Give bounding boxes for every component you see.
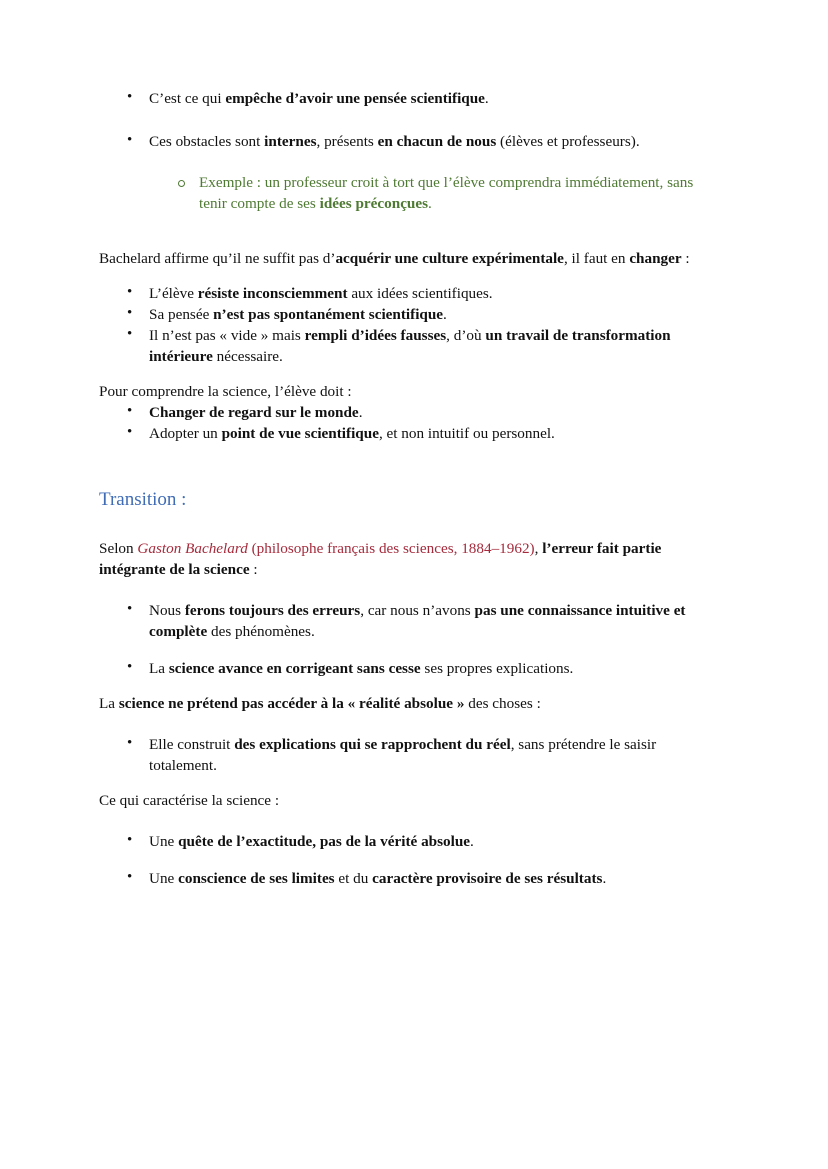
list-item [99, 131, 719, 152]
changer-0-bold-1: résiste inconsciemment [197, 285, 348, 302]
list-item [99, 304, 719, 325]
erreur-1-lead: La [149, 660, 169, 677]
erreur-0-bold-1: ferons toujours des erreurs [184, 602, 361, 619]
example-lead: Exemple : un professeur croit à tort que l’élève comprendra immédiatement, sans tenir compte de ses [199, 174, 694, 212]
paragraph-selon [99, 538, 719, 580]
list-item [99, 658, 719, 679]
caracterise-1-lead: Une [149, 870, 179, 887]
caracterise-0-tail: . [470, 833, 474, 850]
changer-2-bold-1: rempli d’idées fausses [304, 327, 447, 344]
changer-0-tail: aux idées scientifiques. [347, 285, 493, 302]
spacer [99, 214, 719, 248]
erreur-0-bold-2: pas une connaissance intuitive et complète [149, 602, 686, 640]
caracterise-1-bold-1: conscience de ses limites [178, 870, 335, 887]
spacer [99, 444, 719, 488]
changer-1-tail: . [443, 306, 447, 323]
transition-heading: Transition : [99, 489, 187, 510]
list-realite [99, 734, 719, 776]
list-item [99, 88, 719, 109]
spacer [99, 679, 719, 693]
changer-1-lead: Sa pensée [149, 306, 214, 323]
spacer [99, 580, 719, 600]
realite-0-tail: , sans prétendre le saisir totalement. [149, 736, 657, 774]
caracterise-0-lead: Une [149, 833, 179, 850]
comprendre-0-tail: . [358, 404, 363, 421]
changer-0-lead: L’élève [149, 285, 198, 302]
spacer [99, 152, 719, 172]
para-bachelard-tail: : [681, 250, 690, 267]
realite-0-lead: Elle construit [149, 736, 235, 753]
document-content [99, 88, 719, 889]
citation-author: Gaston Bachelard [137, 540, 248, 557]
intro-bullet-list [99, 88, 719, 152]
example-tail: . [428, 195, 432, 212]
selon-mid: , [534, 540, 543, 557]
spacer [99, 367, 719, 381]
example-bold: idées préconçues [319, 195, 429, 212]
erreur-0-mid: , car nous n’avons [360, 602, 475, 619]
erreur-1-tail: ses propres explications. [420, 660, 574, 677]
list-changer [99, 283, 719, 367]
list-item [99, 283, 719, 304]
comprendre-0-bold-1: Changer de regard sur le monde [149, 404, 359, 421]
list-caracterise [99, 831, 719, 889]
para-bachelard-bold-1: acquérir une culture expérimentale [335, 250, 564, 267]
changer-2-mid: , d’où [446, 327, 486, 344]
list-item [99, 734, 719, 776]
caracterise-1-tail: . [602, 870, 607, 887]
bullet-2-lead: Ces obstacles sont [149, 133, 265, 150]
realite-lead: La [99, 695, 119, 712]
example-sub-list [99, 172, 719, 214]
comprendre-1-tail: , et non intuitif ou personnel. [378, 425, 555, 442]
list-erreur [99, 600, 719, 679]
list-item [99, 423, 719, 444]
spacer [99, 714, 719, 734]
changer-2-bold-2: un travail de transformation intérieure [149, 327, 671, 365]
erreur-1-bold-1: science avance en corrigeant sans cesse [168, 660, 421, 677]
spacer [99, 811, 719, 831]
bullet-2-bold-2: en chacun de nous [377, 133, 497, 150]
para-bachelard-mid: , il faut en [563, 250, 630, 267]
spacer [99, 776, 719, 790]
selon-tail: : [249, 561, 258, 578]
list-item [99, 831, 719, 852]
comprendre-1-lead: Adopter un [149, 425, 222, 442]
spacer [99, 512, 719, 538]
selon-bold: l’erreur fait partie intégrante de la science [99, 540, 662, 578]
changer-2-tail: nécessaire. [212, 348, 283, 365]
comprendre-1-bold-1: point de vue scientifique [221, 425, 379, 442]
list-item [99, 600, 719, 642]
caracterise-1-bold-2: caractère provisoire de ses résultats [372, 870, 603, 887]
bullet-2-tail: (élèves et professeurs). [496, 133, 640, 150]
list-item-example [99, 172, 719, 214]
spacer [99, 269, 719, 283]
erreur-0-tail: des phénomènes. [207, 623, 315, 640]
caracterise-1-mid: et du [334, 870, 373, 887]
list-comprendre [99, 402, 719, 444]
citation-parenthetical: (philosophe français des sciences, 1884–1962) [247, 540, 535, 557]
changer-1-bold-1: n’est pas spontanément scientifique [213, 306, 444, 323]
paragraph-comprendre: Pour comprendre la science, l’élève doit : [99, 383, 352, 400]
bullet-2-bold-1: internes [264, 133, 317, 150]
realite-tail: des choses : [464, 695, 541, 712]
list-item [99, 402, 719, 423]
list-item [99, 325, 719, 367]
changer-2-lead: Il n’est pas « vide » mais [149, 327, 305, 344]
para-bachelard-lead: Bachelard affirme qu’il ne suffit pas d’ [99, 250, 336, 267]
bullet-1-bold: empêche d’avoir une pensée scientifique [225, 90, 485, 107]
realite-0-bold-1: des explications qui se rapprochent du réel [234, 736, 511, 753]
bullet-1-tail: . [484, 90, 489, 107]
paragraph-bachelard [99, 248, 719, 269]
erreur-0-lead: Nous [149, 602, 185, 619]
list-item [99, 868, 719, 889]
para-bachelard-bold-2: changer [629, 250, 682, 267]
bullet-1-lead: C’est ce qui [149, 90, 226, 107]
paragraph-realite [99, 693, 719, 714]
realite-bold: science ne prétend pas accéder à la « réalité absolue » [118, 695, 465, 712]
paragraph-caracterise: Ce qui caractérise la science : [99, 792, 280, 809]
selon-lead: Selon [99, 540, 138, 557]
bullet-2-mid: , présents [316, 133, 378, 150]
caracterise-0-bold-1: quête de l’exactitude, pas de la vérité absolue [178, 833, 471, 850]
